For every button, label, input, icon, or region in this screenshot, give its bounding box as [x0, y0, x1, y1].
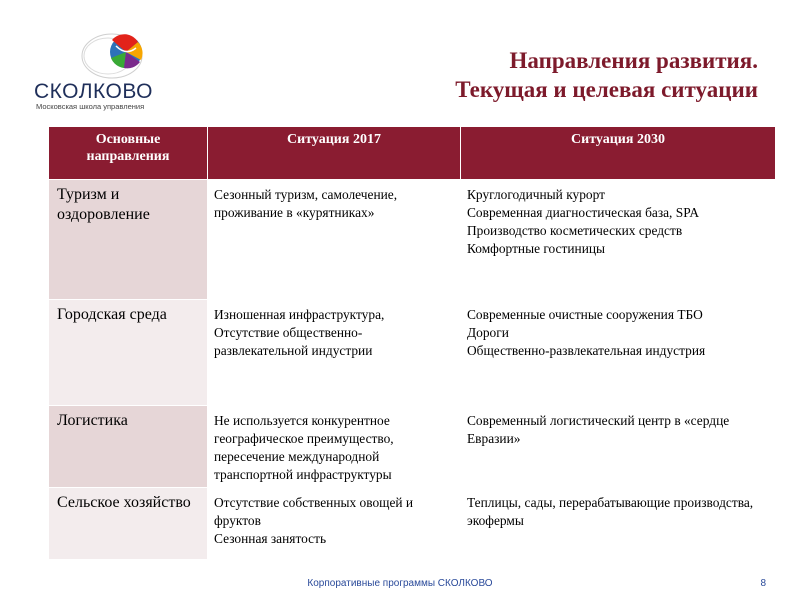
situation-2030-cell: [461, 406, 776, 488]
page-number: 8: [760, 578, 766, 589]
footer-text: Корпоративные программы СКОЛКОВО: [307, 578, 493, 589]
situation-2017-cell: [208, 488, 461, 560]
directions-table: [48, 126, 776, 560]
situation-2017-cell: [208, 406, 461, 488]
situation-2030-cell: [461, 488, 776, 560]
situation-2017-cell: [208, 180, 461, 300]
situation-line: Современные очистные сооружения ТБО: [467, 307, 703, 322]
table-row: [49, 406, 776, 488]
situation-line: Теплицы, сады, перерабатывающие производства, экофермы: [467, 495, 754, 528]
header-situation-2030: Ситуация 2030: [461, 127, 776, 180]
table-row: [49, 180, 776, 300]
situation-2030-cell: [461, 300, 776, 406]
situation-line: Общественно-развлекательная индустрия: [467, 343, 706, 358]
direction-cell: Сельское хозяйство: [49, 488, 208, 560]
page-title: [455, 46, 758, 104]
situation-line: Изношенная инфраструктура,: [214, 307, 385, 322]
situation-line: Отсутствие собственных овощей и фруктов: [214, 495, 414, 528]
title-line-1: Направления развития.: [509, 48, 758, 73]
situation-line: Сезонный туризм, самолечение, проживание в «курятниках»: [214, 187, 398, 220]
skolkovo-logo-icon: [78, 30, 148, 82]
situation-line: Не используется конкурентное географическое преимущество, пересечение международной транспортной инфраструктуры: [214, 413, 394, 482]
situation-2030-cell: [461, 180, 776, 300]
situation-line: Современная диагностическая база, SPA: [467, 205, 700, 220]
header-situation-2017: Ситуация 2017: [208, 127, 461, 180]
logo: [34, 30, 164, 110]
situation-line: Современный логистический центр в «сердце Евразии»: [467, 413, 730, 446]
situation-2017-cell: [208, 300, 461, 406]
direction-cell: Туризм и оздоровление: [49, 180, 208, 300]
title-line-2: Текущая и целевая ситуации: [455, 77, 758, 102]
situation-line: Комфортные гостиницы: [467, 241, 606, 256]
table-row: [49, 300, 776, 406]
table-header-row: [49, 127, 776, 180]
direction-cell: Городская среда: [49, 300, 208, 406]
logo-name: СКОЛКОВО: [34, 80, 154, 103]
situation-line: Круглогодичный курорт: [467, 187, 605, 202]
situation-line: Дороги: [467, 325, 509, 340]
logo-subtitle: Московская школа управления: [36, 102, 145, 111]
situation-line: Производство косметических средств: [467, 223, 683, 238]
table-row: [49, 488, 776, 560]
situation-line: Сезонная занятость: [214, 531, 327, 546]
header-directions: Основные направления: [49, 127, 208, 180]
direction-cell: Логистика: [49, 406, 208, 488]
situation-line: Отсутствие общественно-развлекательной индустрии: [214, 325, 373, 358]
